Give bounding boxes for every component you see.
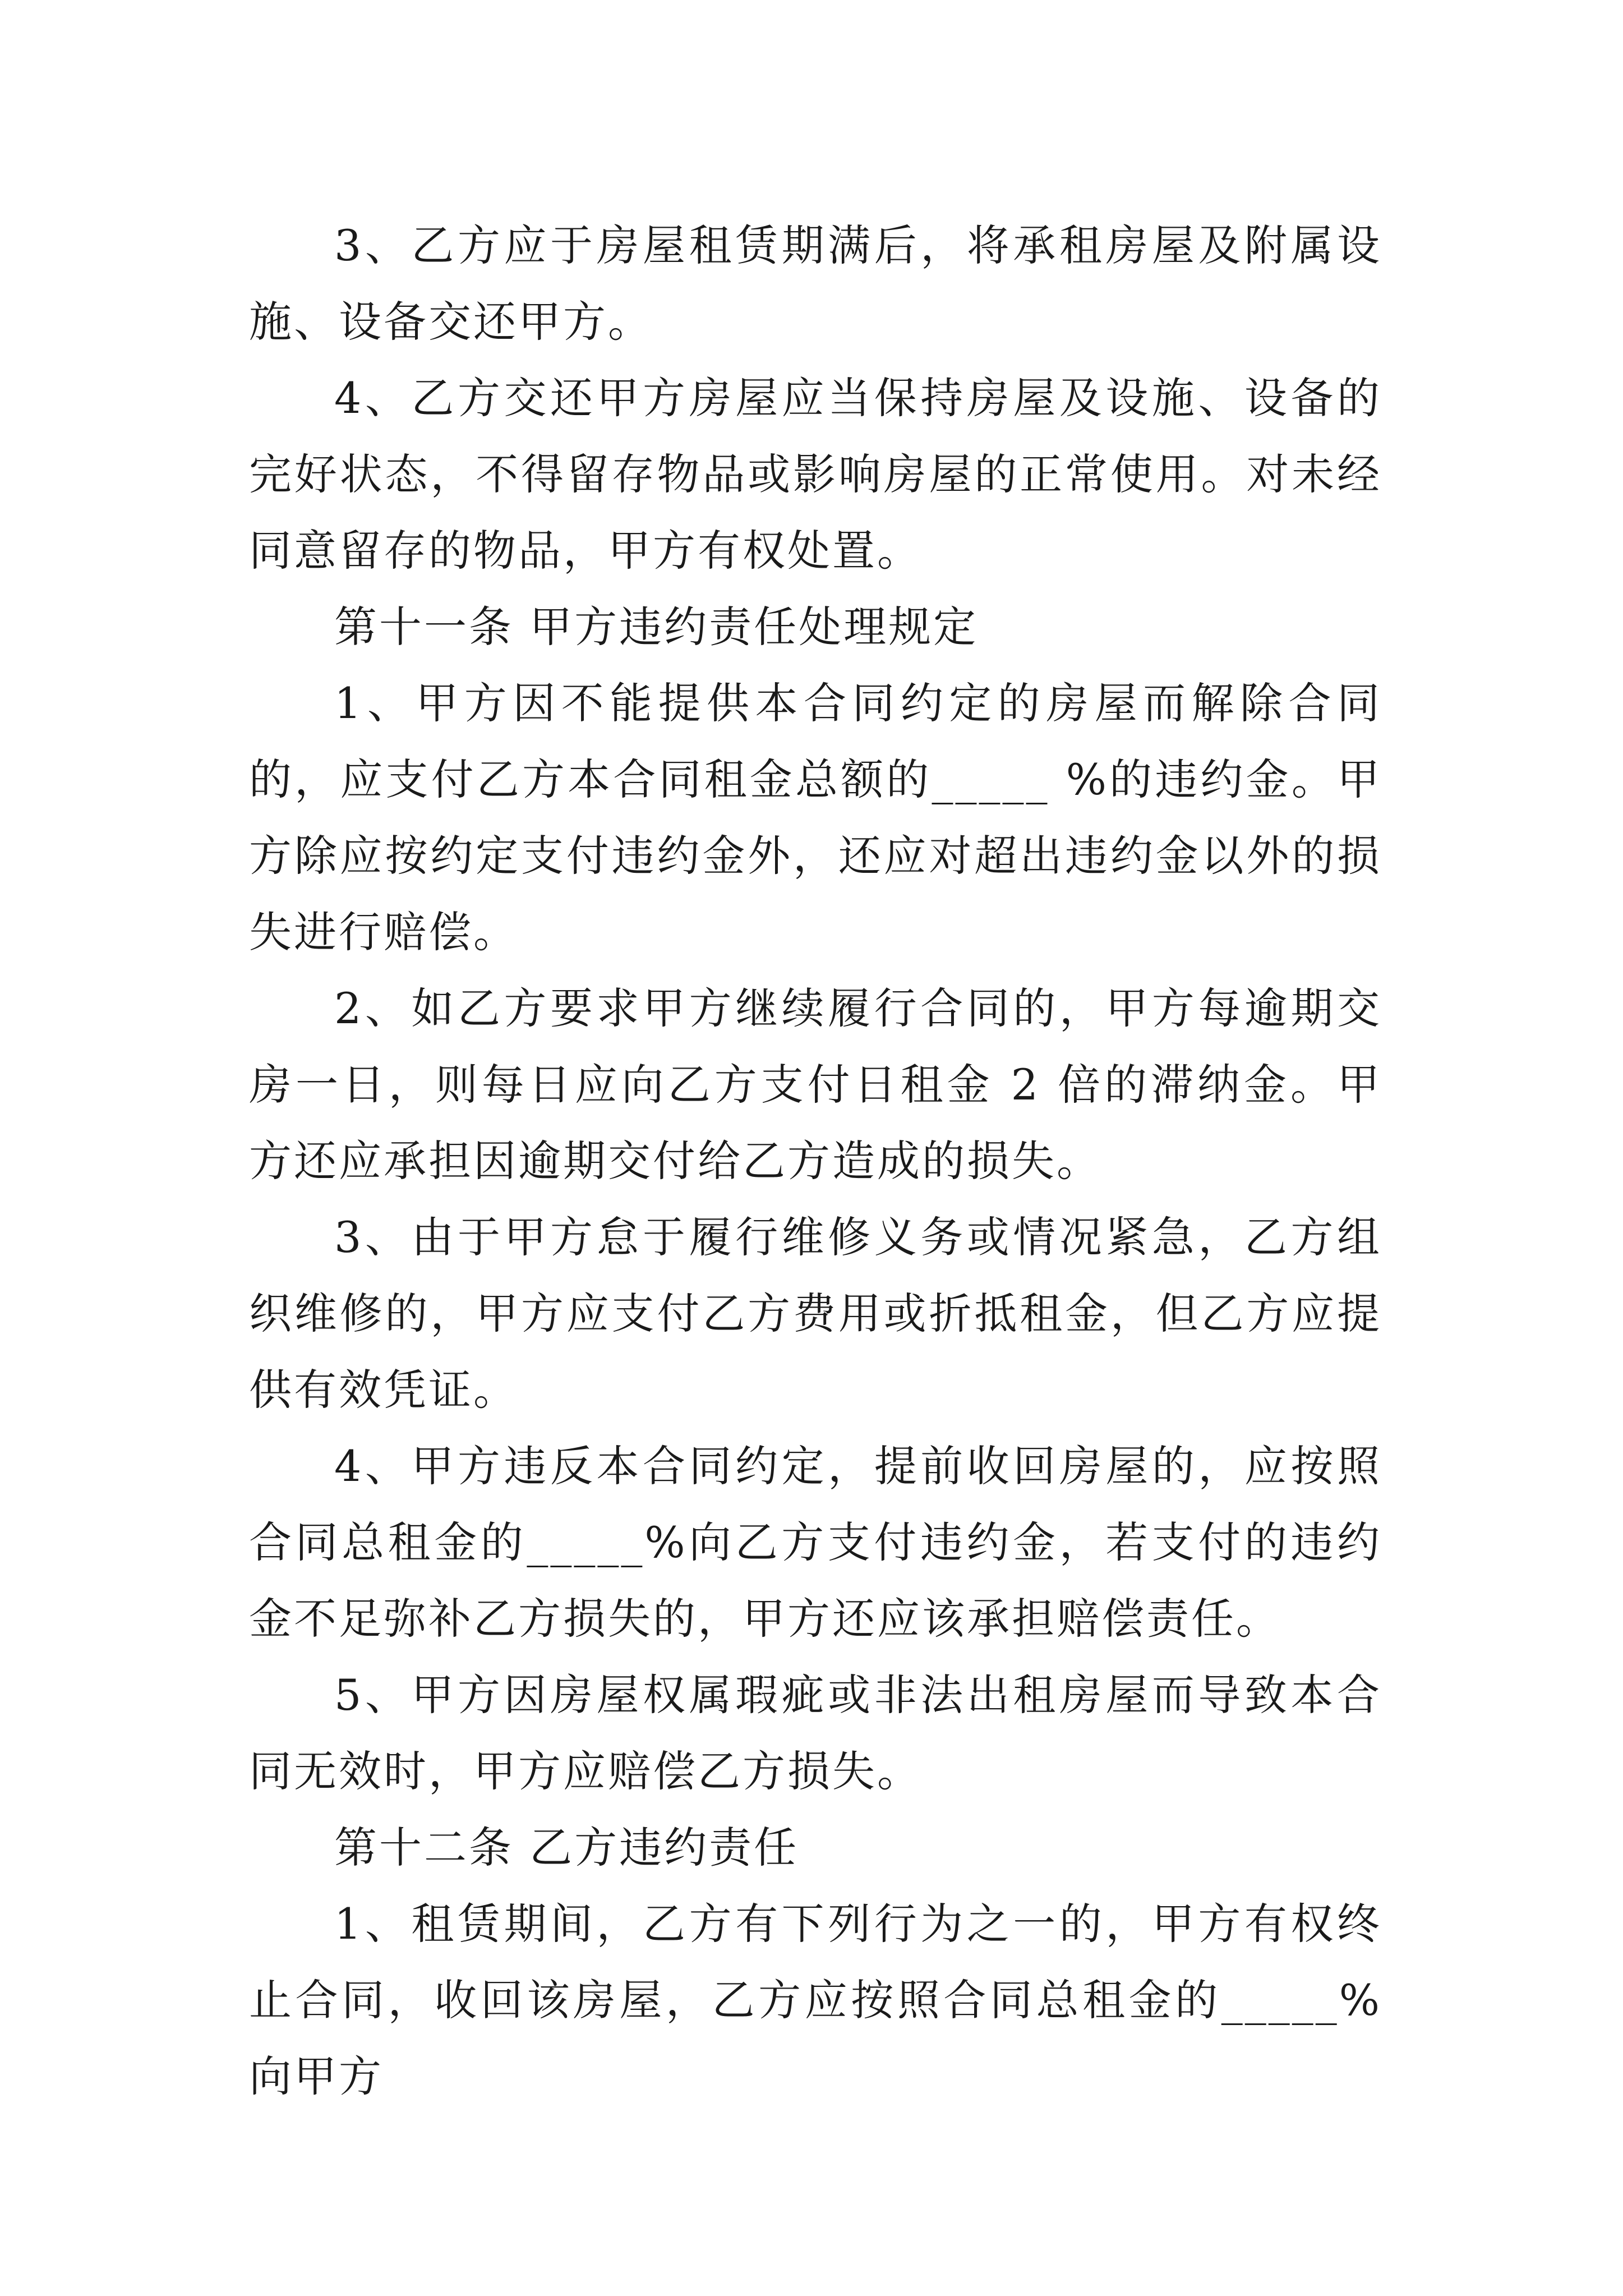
- clause-11-2: 2、如乙方要求甲方继续履行合同的，甲方每逾期交房一日，则每日应向乙方支付日租金 2 倍的滞纳金。甲方还应承担因逾期交付给乙方造成的损失。: [249, 983, 1382, 1186]
- clause-premises-condition: 4、乙方交还甲方房屋应当保持房屋及设施、设备的完好状态，不得留存物品或影响房屋的正常使用。对未经同意留存的物品，甲方有权处置。: [249, 373, 1382, 576]
- clause-11-5: 5、甲方因房屋权属瑕疵或非法出租房屋而导致本合同无效时，甲方应赔偿乙方损失。: [249, 1670, 1382, 1796]
- clause-12-1: 1、租赁期间，乙方有下列行为之一的，甲方有权终止合同，收回该房屋，乙方应按照合同总租金的_____%向甲方: [249, 1899, 1382, 2101]
- clause-11-1: 1、甲方因不能提供本合同约定的房屋而解除合同的，应支付乙方本合同租金总额的_____ %的违约金。甲方除应按约定支付违约金外，还应对超出违约金以外的损失进行赔偿。: [249, 678, 1382, 957]
- clause-11-3: 3、由于甲方怠于履行维修义务或情况紧急，乙方组织维修的，甲方应支付乙方费用或折抵租金，但乙方应提供有效凭证。: [249, 1212, 1382, 1415]
- article-11-heading: 第十一条 甲方违约责任处理规定: [334, 602, 979, 652]
- article-12-heading: 第十二条 乙方违约责任: [334, 1823, 799, 1872]
- clause-11-4: 4、甲方违反本合同约定，提前收回房屋的，应按照合同总租金的_____%向乙方支付违约金，若支付的违约金不足弥补乙方损失的，甲方还应该承担赔偿责任。: [249, 1441, 1382, 1644]
- document-body: [249, 208, 1382, 2115]
- clause-return-premises: 3、乙方应于房屋租赁期满后，将承租房屋及附属设施、设备交还甲方。: [249, 220, 1382, 347]
